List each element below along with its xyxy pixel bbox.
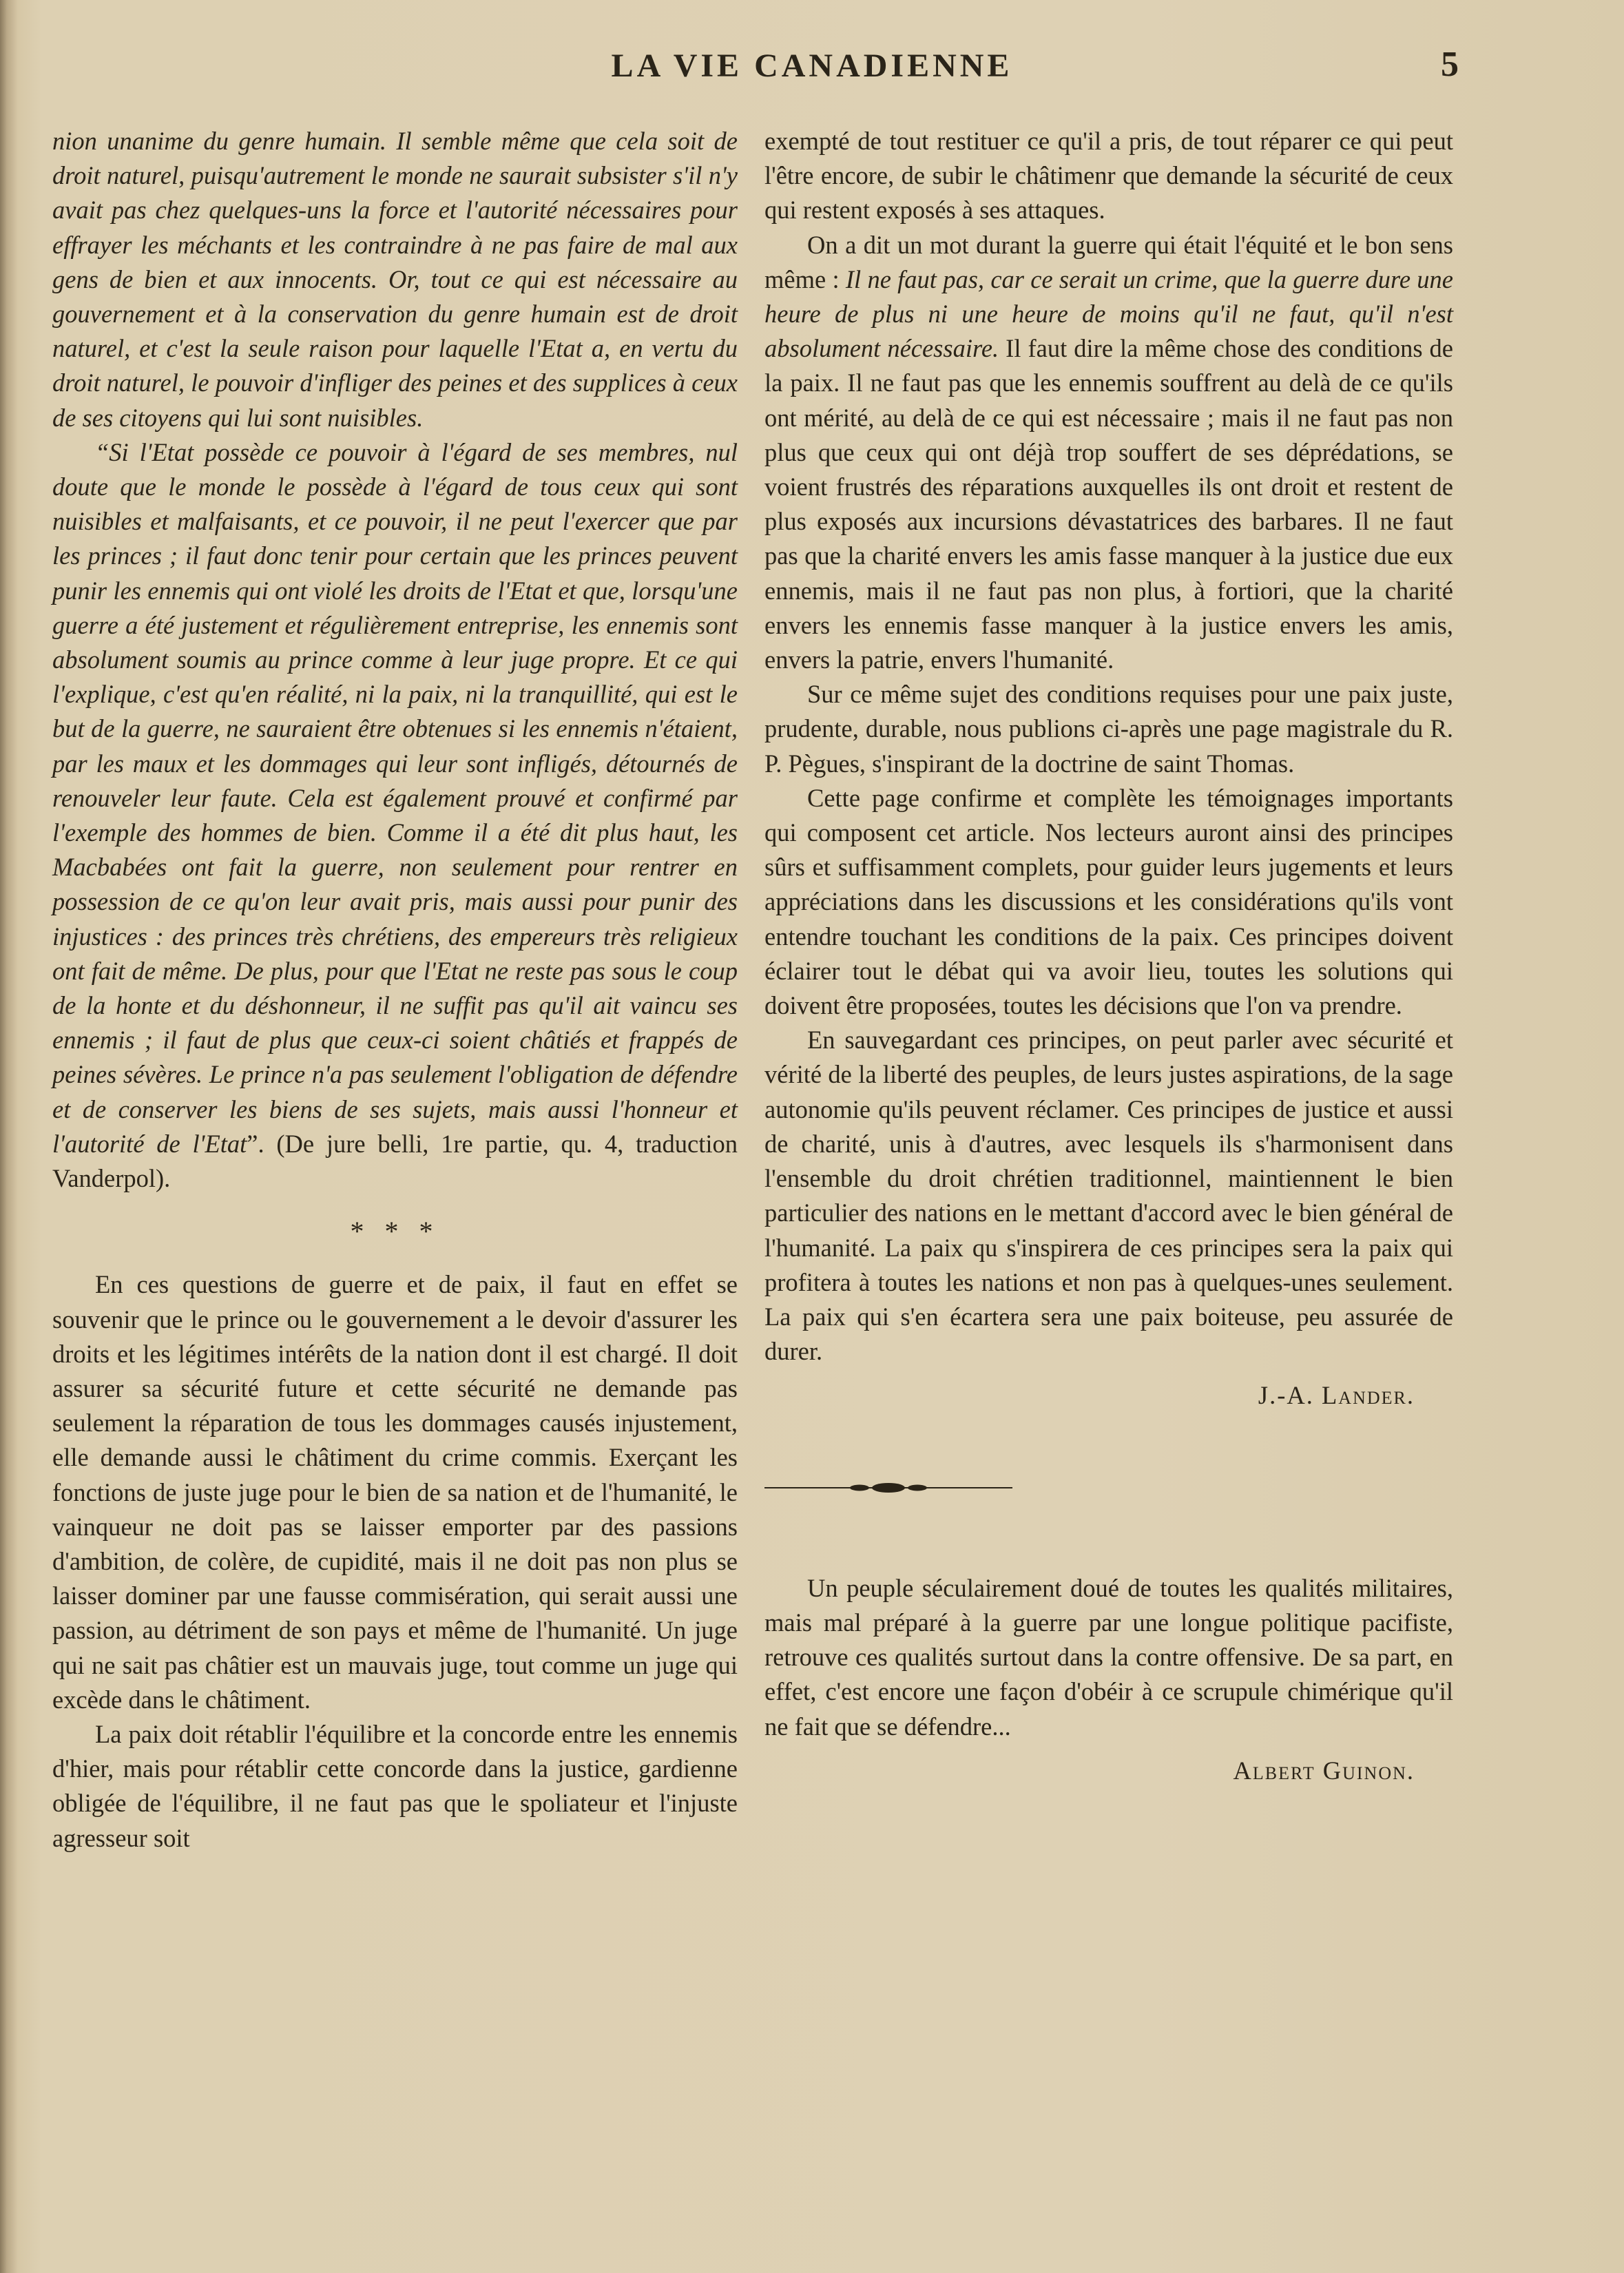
paragraph-war-and-peace: En ces questions de guerre et de paix, il faut en effet se souvenir que le prince ou le gouvernement a le devoir d'assurer les droits et les légitimes intérêts de la nation dont il est chargé. Il doit assurer sa sécurité future et cette sécurité ne demande pas seulement la réparation de tous les dommages causés injustement, elle demande aussi le châtiment du crime commis. Exerçant les fonctions de juste juge pour le bien de sa nation et de l'humanité, le vainqueur ne doit pas se laisser emporter par des passions d'ambition, de colère, de cupidité, mais il ne doit pas non plus se laisser dominer par une fausse commisération, qui serait aussi une passion, au détriment de son pays et même de l'humanité. Un juge qui ne sait pas châtier est un mauvais juge, tout comme un juge qui excède dans le châtiment.: [52, 1270, 738, 1714]
author-signature-lander: J.-A. Lander.: [1258, 1381, 1415, 1410]
running-title: LA VIE CANADIENNE: [611, 48, 1013, 84]
paragraph-saying: [764, 228, 1453, 678]
page-number: 5: [1441, 45, 1459, 84]
ornamental-divider: [764, 1480, 1012, 1496]
right-column: [764, 124, 1453, 1788]
section-separator: * * *: [350, 1216, 440, 1247]
quote-continuation: nion unanime du genre humain. Il semble même que cela soit de droit naturel, puisqu'autrement le monde ne saurait subsister s'il n'y avait pas chez quelques-uns la force et l'autorité nécessaires pour effrayer les méchants et les contraindre à ne pas faire de mal aux gens de bien et aux innocents. Or, tout ce qui est nécessaire au gouvernement et à la conservation du genre humain est de droit naturel, et c'est la seule raison pour laquelle l'Etat a, en vertu du droit naturel, le pouvoir d'infliger des peines et des supplices à ceux de ses citoyens qui lui sont nuisibles.: [52, 127, 738, 432]
quote-citation: ”. (De jure belli, 1re partie, qu. 4, traduction Vanderpol).: [52, 1129, 738, 1193]
paragraph-continuation: exempté de tout restituer ce qu'il a pris, de tout réparer ce qui peut l'être encore, de subir le châtimenr que demande la sécurité de ceux qui restent exposés à ses attaques.: [764, 127, 1453, 225]
saying-continuation: Il faut dire la même chose des conditions de la paix. Il ne faut pas que les ennemis souffrent au delà de ce qu'ils ont mérité, au delà de ce qui est nécessaire ; mais il ne faut pas non plus que ceux qui ont déjà trop souffert de ses déprédations, se voient frustrés des réparations auxquelles ils ont droit et restent de plus exposés aux incursions dévastatrices des barbares. Il ne faut pas que la charité envers les amis fasse manquer à la justice due eux ennemis, mais il ne faut pas non plus, à fortiori, que la charité envers les ennemis fasse manquer à la justice envers les amis, envers la patrie, envers l'humanité.: [764, 334, 1453, 674]
saying-quote: Il ne faut pas, car ce serait un crime, que la guerre dure une heure de plus ni une heure de moins qu'il ne faut, qu'il n'est absolument nécessaire.: [764, 264, 1453, 363]
paragraph-equilibrium: La paix doit rétablir l'équilibre et la concorde entre les ennemis d'hier, mais pour rétablir cette concorde dans la justice, gardienne obligée de l'équilibre, il ne faut pas que le spoliateur et l'injuste agresseur soit: [52, 1719, 738, 1852]
paragraph-safeguard: En sauvegardant ces principes, on peut parler avec sécurité et vérité de la liberté des peuples, de leurs justes aspirations, de la sage autonomie qu'ils peuvent réclamer. Ces principes de justice et aussi de charité, unis à d'autres, avec lesquels ils s'harmonisent dans l'ensemble du droit chrétien traditionnel, maintiennent le bien particulier des nations en le mettant d'accord avec le bien général de l'humanité. La paix qu s'inspirera de ces principes sera la paix qui profitera à toutes les nations et non pas à quelques-unes seulement. La paix qui s'en écartera sera une paix boiteuse, peu assurée de durer.: [764, 1026, 1453, 1366]
left-column: [52, 124, 738, 1856]
page-header: [0, 41, 1624, 96]
paragraph-pegues: Sur ce même sujet des conditions requises pour une paix juste, prudente, durable, nous publions ci-après une page magistrale du R. P. Pègues, s'inspirant de la doctrine de saint Thomas.: [764, 680, 1453, 778]
paragraph-confirm: Cette page confirme et complète les témoignages importants qui composent cet article. Nos lecteurs auront ainsi des principes sûrs et suffisamment complets, pour guider leurs jugements et leurs appréciations dans les discussions et les considérations qu'ils vont entendre touchant les conditions de la paix. Ces principes doivent éclairer tout le débat qui va avoir lieu, toutes les solutions qui doivent être proposées, toutes les décisions que l'on va prendre.: [764, 783, 1453, 1020]
quote-paragraph: [52, 435, 738, 1196]
paragraph-guinon: Un peuple séculairement doué de toutes les qualités militaires, mais mal préparé à la guerre par une longue politique pacifiste, retrouve ces qualités surtout dans la contre offensive. De sa part, en effet, c'est encore une façon d'obéir à ce scrupule chimérique qu'il ne fait que se défendre...: [764, 1573, 1453, 1741]
author-signature-guinon: Albert Guinon.: [1233, 1756, 1415, 1785]
quote-italic-text: “Si l'Etat possède ce pouvoir à l'égard de ses membres, nul doute que le monde le possède à l'égard de tous ceux qui sont nuisibles et malfaisants, et ce pouvoir, il ne peut l'exercer que par les princes ; il faut donc tenir pour certain que les princes peuvent punir les ennemis qui ont violé les droits de l'Etat et que, lorsqu'une guerre a été justement et régulièrement entreprise, les ennemis sont absolument soumis au prince comme à leur juge propre. Et ce qui l'explique, c'est qu'en réalité, ni la paix, ni la tranquillité, qui est le but de la guerre, ne sauraient être obtenues si les ennemis n'étaient, par les maux et les dommages qui leur sont infligés, détournés de renouveler leur faute. Cela est également prouvé et confirmé par l'exemple des hommes de bien. Comme il a été dit plus haut, les Macbabées ont fait la guerre, non seulement pour rentrer en possession de ce qu'on leur avait pris, mais aussi pour punir des injustices : des princes très chrétiens, des empereurs très religieux ont fait de même. De plus, pour que l'Etat ne reste pas sous le coup de la honte et du déshonneur, il ne suffit pas qu'il ait vaincu ses ennemis ; il faut de plus que ceux-ci soient châtiés et frappés de peines sévères. Le prince n'a pas seulement l'obligation de défendre et de conserver les biens de ses sujets, mais aussi l'honneur et l'autorité de l'Etat: [52, 437, 738, 1158]
saying-intro: On a dit un mot durant la guerre qui était l'équité et le bon sens même :: [764, 230, 1453, 293]
